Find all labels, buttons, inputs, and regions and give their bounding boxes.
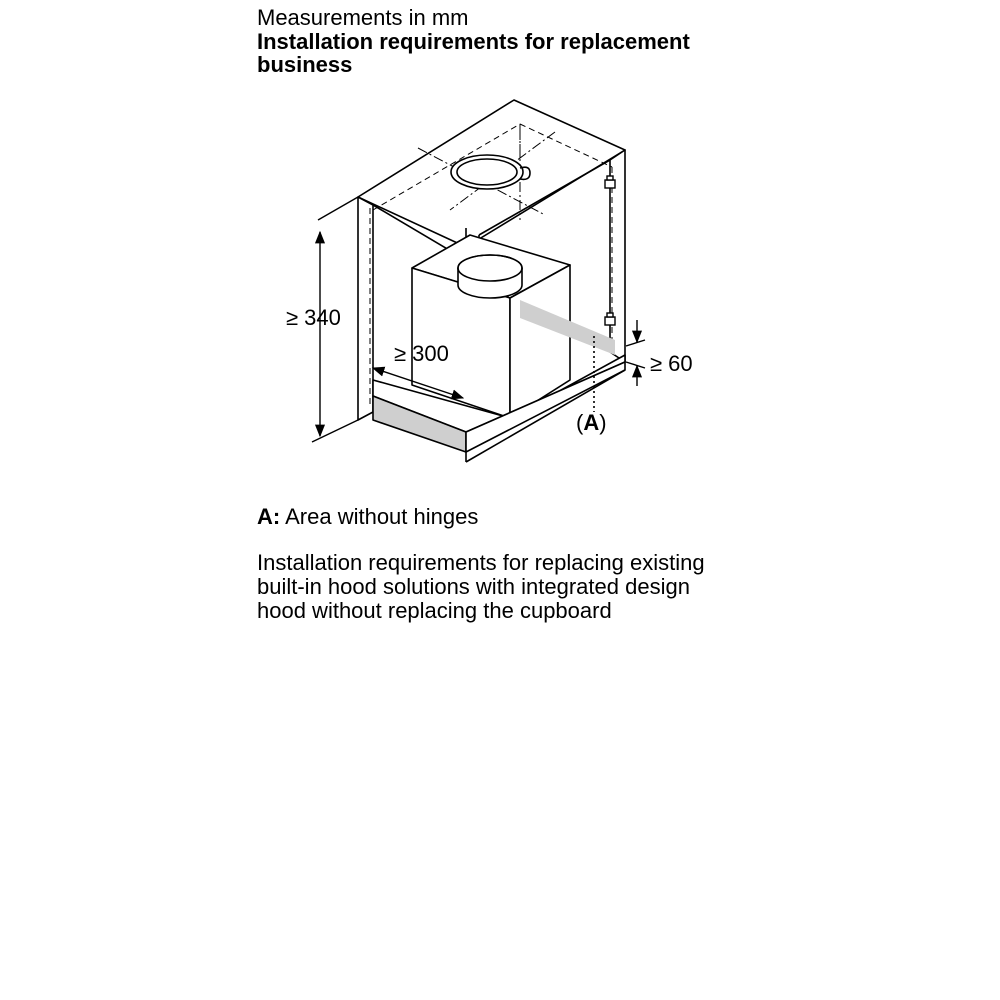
description-line-3: hood without replacing the cupboard [257,598,612,623]
page-title-line-2: business [257,52,353,77]
dimension-side-label: ≥ 60 [650,351,693,376]
legend-key: A: [257,504,281,529]
measurements-note: Measurements in mm [257,5,469,30]
legend-a [257,505,478,529]
dimension-depth-label: ≥ 300 [394,341,449,366]
dimension-side [626,320,645,386]
description-line-1: Installation requirements for replacing existing [257,550,705,575]
page-title-line-1: Installation requirements for replacement [257,29,690,54]
cupboard-left-side [358,197,373,420]
dimension-height-label: ≥ 340 [286,305,341,330]
legend-text: Area without hinges [280,504,479,529]
callout-a-label: (A) [576,410,607,435]
description-line-2: built-in hood solutions with integrated design [257,574,690,599]
